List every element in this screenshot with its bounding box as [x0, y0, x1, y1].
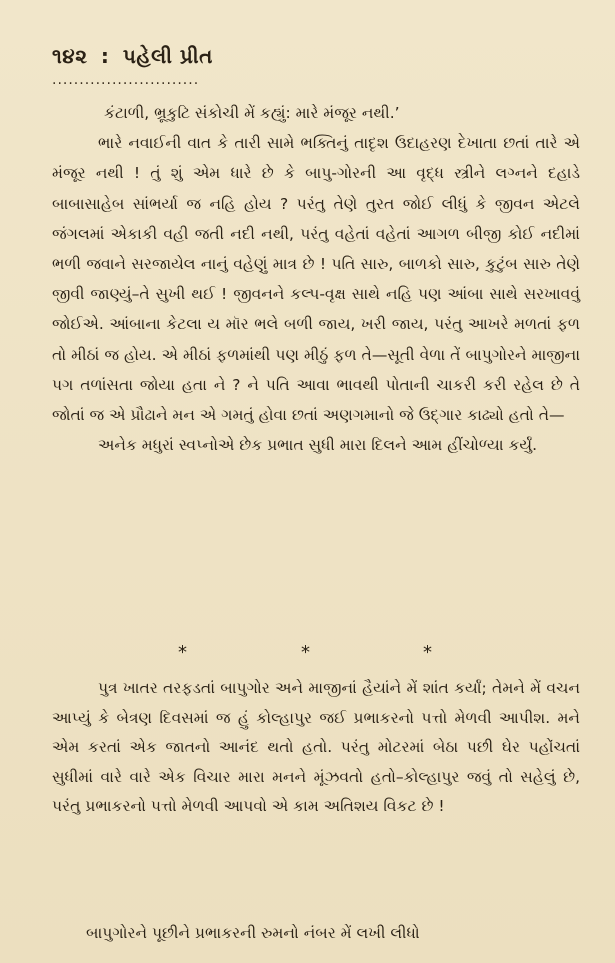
- header-dotted-rule: ...........................: [52, 72, 200, 88]
- running-header: [52, 44, 213, 68]
- section-star: *: [178, 642, 187, 663]
- section-star: *: [423, 642, 432, 663]
- paragraph-1: કંટાળી, ભ્રૂકુટિ સંકોચી મેં કહ્યું: મારે મંજૂર નથી.’: [104, 104, 400, 122]
- paragraph-5: બાપુગોરને પૂછીને પ્રભાકરની રુમનો નંબર મેં લખી લીધો: [86, 924, 420, 942]
- body-text-section-2: [52, 674, 580, 822]
- section-break: [0, 638, 615, 668]
- chapter-title: પહેલી પ્રીત: [122, 44, 213, 68]
- header-separator: :: [100, 44, 110, 68]
- paragraph-2: ભારે નવાઈની વાત કે તારી સામે ભક્તિનું તાદૃશ ઉદાહરણ દેખાતા છતાં તારે એ મંજૂર નથી ! તું શું એમ ધારે છે કે બાપુ-ગોરની આ વૃદ્ધ સ્ત્રીને લગ્નને દહાડે બાબાસાહેબ સાંભર્યા જ નહિ હોય ? પરંતુ તેણે તુરત જોઈ લીધું કે જીવન એટલે જંગલમાં એકાકી વહી જતી નદી નથી, પરંતુ વહેતાં વહેતાં આગળ બીજી કોઈ નદીમાં ભળી જવાને સરજાયેલ નાનું વહેણું માત્ર છે ! પતિ સારુ, બાળકો સારુ, કુટુંબ સારુ તેણે જીવી જાણ્યું–તે સુખી થઈ ! જીવનને કલ્પ-વૃક્ષ સાથે નહિ પણ આંબા સાથે સરખાવવું જોઈએ. આંબાના કેટલા ય મૉર ભલે બળી જાય, ખરી જાય, પરંતુ આખરે મળતાં ફળ તો મીઠાં જ હોય. એ મીઠાં ફળમાંથી પણ મીઠું ફળ તે—સૂતી વેળા તેં બાપુગોરને માજીના પગ તળાંસતા જોયા હતા ને ? ને પતિ આવા ભાવથી પોતાની ચાકરી કરી રહેલ છે તે જોતાં જ એ પ્રૌઢાને મન એ ગમતું હોવા છતાં અણગમાનો જે ઉદ્ગાર કાઢ્યો હતો તે—: [52, 134, 580, 425]
- paragraph-3: અનેક મધુરાં સ્વપ્નોએ છેક પ્રભાત સુધી મારા દિલને આમ હીંચોળ્યા કર્યું.: [98, 436, 538, 455]
- body-text: [52, 98, 580, 460]
- section-star: *: [301, 642, 310, 663]
- page-number: ૧૪૨: [52, 44, 88, 68]
- paragraph-4: પુત્ર ખાતર તરફડતાં બાપુગોર અને માજીનાં હૈયાંને મેં શાંત કર્યાં; તેમને મેં વચન આપ્યું કે બેત્રણ દિવસમાં જ હું કોલ્હાપુર જઈ પ્રભાકરનો પત્તો મેળવી આપીશ. મને એમ કરતાં એક જાતનો આનંદ થતો હતો. પરંતુ મોટરમાં બેઠા પછી ઘેર પહોંચતાં સુધીમાં વારે વારે એક વિચાર મારા મનને મૂંઝવતો હતો–કોલ્હાપુર જવું તો સહેલું છે, પરંતુ પ્રભાકરનો પત્તો મેળવી આપવો એ કામ અતિશય વિકટ છે !: [52, 679, 580, 815]
